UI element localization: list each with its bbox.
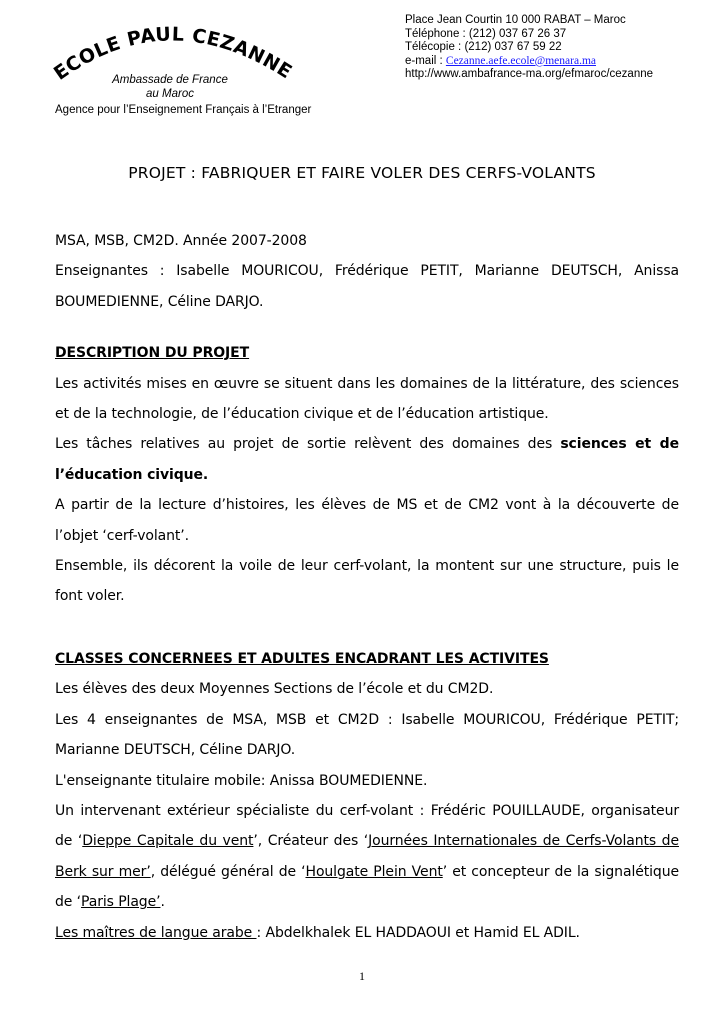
- page-title: PROJET : FABRIQUER ET FAIRE VOLER DES CERFS-VOLANTS: [128, 164, 596, 182]
- classes-year: MSA, MSB, CM2D. Année 2007-2008: [55, 233, 307, 249]
- text: , délégué général de ‘: [150, 863, 306, 880]
- text: ’ et concepteur de la signalétique de ‘: [55, 863, 679, 911]
- email-label: e-mail :: [405, 54, 446, 67]
- paragraph: [55, 796, 679, 918]
- underlined-text: Dieppe Capitale du vent: [82, 833, 254, 850]
- contact-block: [405, 14, 653, 82]
- paragraph: Les activités mises en œuvre se situent dans les domaines de la littérature, des sciences et de la technologie, de l’éducation civique et de l’éducation artistique.: [55, 375, 679, 423]
- bold-text: sciences et de l’éducation civique.: [55, 436, 679, 483]
- document-body: [55, 226, 679, 948]
- page-number: 1: [359, 969, 365, 983]
- paragraph: Les 4 enseignantes de MSA, MSB et CM2D : Isabelle MOURICOU, Frédérique PETIT; Marianne DEUTSCH, Céline DARJO.: [55, 711, 679, 759]
- text: .: [160, 894, 165, 911]
- paragraph: Les élèves des deux Moyennes Sections de l’école et du CM2D.: [55, 681, 494, 698]
- teachers-list: Enseignantes : Isabelle MOURICOU, Frédérique PETIT, Marianne DEUTSCH, Anissa BOUMEDIENNE, Céline DARJO.: [55, 263, 679, 310]
- underlined-text: Les maîtres de langue arabe: [55, 924, 257, 941]
- paragraph: Ensemble, ils décorent la voile de leur cerf-volant, la montent sur une structure, puis le font voler.: [55, 558, 679, 605]
- ambassade-label: [100, 74, 240, 101]
- section-heading-classes: CLASSES CONCERNEES ET ADULTES ENCADRANT LES ACTIVITES: [55, 650, 549, 667]
- text: : Abdelkhalek EL HADDAOUI et Hamid EL ADIL.: [256, 924, 580, 941]
- section-heading-description: DESCRIPTION DU PROJET: [55, 345, 250, 362]
- agence-label: Agence pour l’Enseignement Français à l’Etranger: [55, 104, 312, 116]
- underlined-text: Paris Plage’: [81, 894, 161, 911]
- email-link[interactable]: Cezanne.aefe.ecole@menara.ma: [445, 54, 596, 67]
- text: ’, Créateur des ‘: [253, 833, 369, 850]
- telecopie: Télécopie : (212) 037 67 59 22: [405, 41, 562, 54]
- paragraph: [55, 918, 679, 948]
- paragraph: L'enseignante titulaire mobile: Anissa BOUMEDIENNE.: [55, 772, 428, 789]
- text: Les tâches relatives au projet de sortie relèvent des domaines des: [55, 436, 561, 453]
- email-line: [405, 55, 653, 69]
- underlined-text: Houlgate Plein Vent: [305, 863, 443, 880]
- text: Un intervenant extérieur spécialiste du cerf-volant : Frédéric POUILLAUDE, organisateur de ‘: [55, 802, 679, 850]
- logo-text: ECOLE PAUL CEZANNE: [49, 23, 296, 85]
- website: http://www.ambafrance-ma.org/efmaroc/cezanne: [405, 68, 654, 81]
- underlined-text: Journées Internationales de Cerfs-Volants de Berk sur mer’: [55, 833, 679, 880]
- paragraph: A partir de la lecture d’histoires, les élèves de MS et de CM2 vont à la découverte de l’objet ‘cerf-volant’.: [55, 497, 679, 544]
- paragraph: [55, 429, 679, 490]
- ambassade-line: au Maroc: [146, 87, 194, 100]
- ambassade-line: Ambassade de France: [112, 74, 228, 86]
- address: Place Jean Courtin 10 000 RABAT – Maroc: [405, 14, 626, 26]
- telephone: Téléphone : (212) 037 67 26 37: [405, 27, 567, 40]
